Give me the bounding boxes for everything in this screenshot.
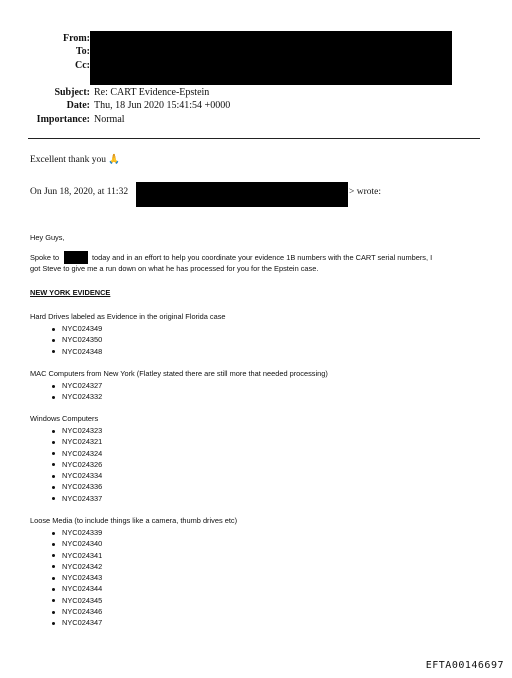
list-item: NYC024350	[48, 334, 102, 345]
list-item: NYC024323	[48, 425, 102, 436]
list-item: NYC024334	[48, 470, 102, 481]
prayer-emoji-icon: 🙏	[108, 155, 121, 165]
list-mac-computers	[48, 380, 102, 403]
header-divider	[28, 138, 480, 139]
list-item: NYC024327	[48, 380, 102, 391]
list-item: NYC024326	[48, 459, 102, 470]
reply-line	[30, 154, 120, 166]
list-item: NYC024337	[48, 493, 102, 504]
from-label: From:	[62, 33, 90, 44]
list-item: NYC024341	[48, 550, 102, 561]
subject-value: Re: CART Evidence-Epstein	[94, 87, 210, 98]
list-item: NYC024346	[48, 606, 102, 617]
to-label: To:	[75, 46, 90, 57]
list-item: NYC024336	[48, 481, 102, 492]
quote-suffix: > wrote:	[349, 187, 382, 197]
list-item: NYC024348	[48, 346, 102, 357]
list-item: NYC024342	[48, 561, 102, 572]
section-heading: NEW YORK EVIDENCE	[30, 288, 111, 297]
list-loose-media	[48, 527, 102, 629]
group-title-windows-computers: Windows Computers	[30, 414, 99, 423]
greeting: Hey Guys,	[30, 233, 65, 242]
list-item: NYC024339	[48, 527, 102, 538]
importance-label: Importance:	[36, 114, 90, 125]
cc-label: Cc:	[75, 60, 90, 71]
list-hard-drives	[48, 323, 102, 357]
para-rest: today and in an effort to help you coordinate your evidence 1B numbers with the CART serial numbers, I	[92, 253, 433, 262]
recipients-redaction	[90, 31, 452, 85]
sender-redaction	[136, 182, 348, 207]
group-title-loose-media: Loose Media (to include things like a camera, thumb drives etc)	[30, 516, 238, 525]
quote-prefix: On Jun 18, 2020, at 11:32	[30, 187, 129, 197]
group-title-mac-computers: MAC Computers from New York (Flatley stated there are still more that needed processing)	[30, 369, 328, 378]
list-item: NYC024332	[48, 391, 102, 402]
list-item: NYC024324	[48, 448, 102, 459]
name-redaction	[64, 251, 88, 264]
list-item: NYC024347	[48, 617, 102, 628]
list-item: NYC024345	[48, 595, 102, 606]
group-title-hard-drives: Hard Drives labeled as Evidence in the original Florida case	[30, 312, 226, 321]
subject-label: Subject:	[54, 87, 90, 98]
importance-value: Normal	[94, 114, 125, 125]
list-item: NYC024340	[48, 538, 102, 549]
list-item: NYC024344	[48, 583, 102, 594]
document-id: EFTA00146697	[425, 660, 504, 671]
date-value: Thu, 18 Jun 2020 15:41:54 +0000	[94, 100, 231, 111]
list-item: NYC024343	[48, 572, 102, 583]
list-item: NYC024349	[48, 323, 102, 334]
list-item: NYC024321	[48, 436, 102, 447]
reply-text: Excellent thank you	[30, 155, 106, 165]
para-start: Spoke to	[30, 253, 60, 262]
para-line2: got Steve to give me a run down on what he has processed for you for the Epstein case.	[30, 264, 319, 273]
list-windows-computers	[48, 425, 102, 504]
date-label: Date:	[66, 100, 90, 111]
